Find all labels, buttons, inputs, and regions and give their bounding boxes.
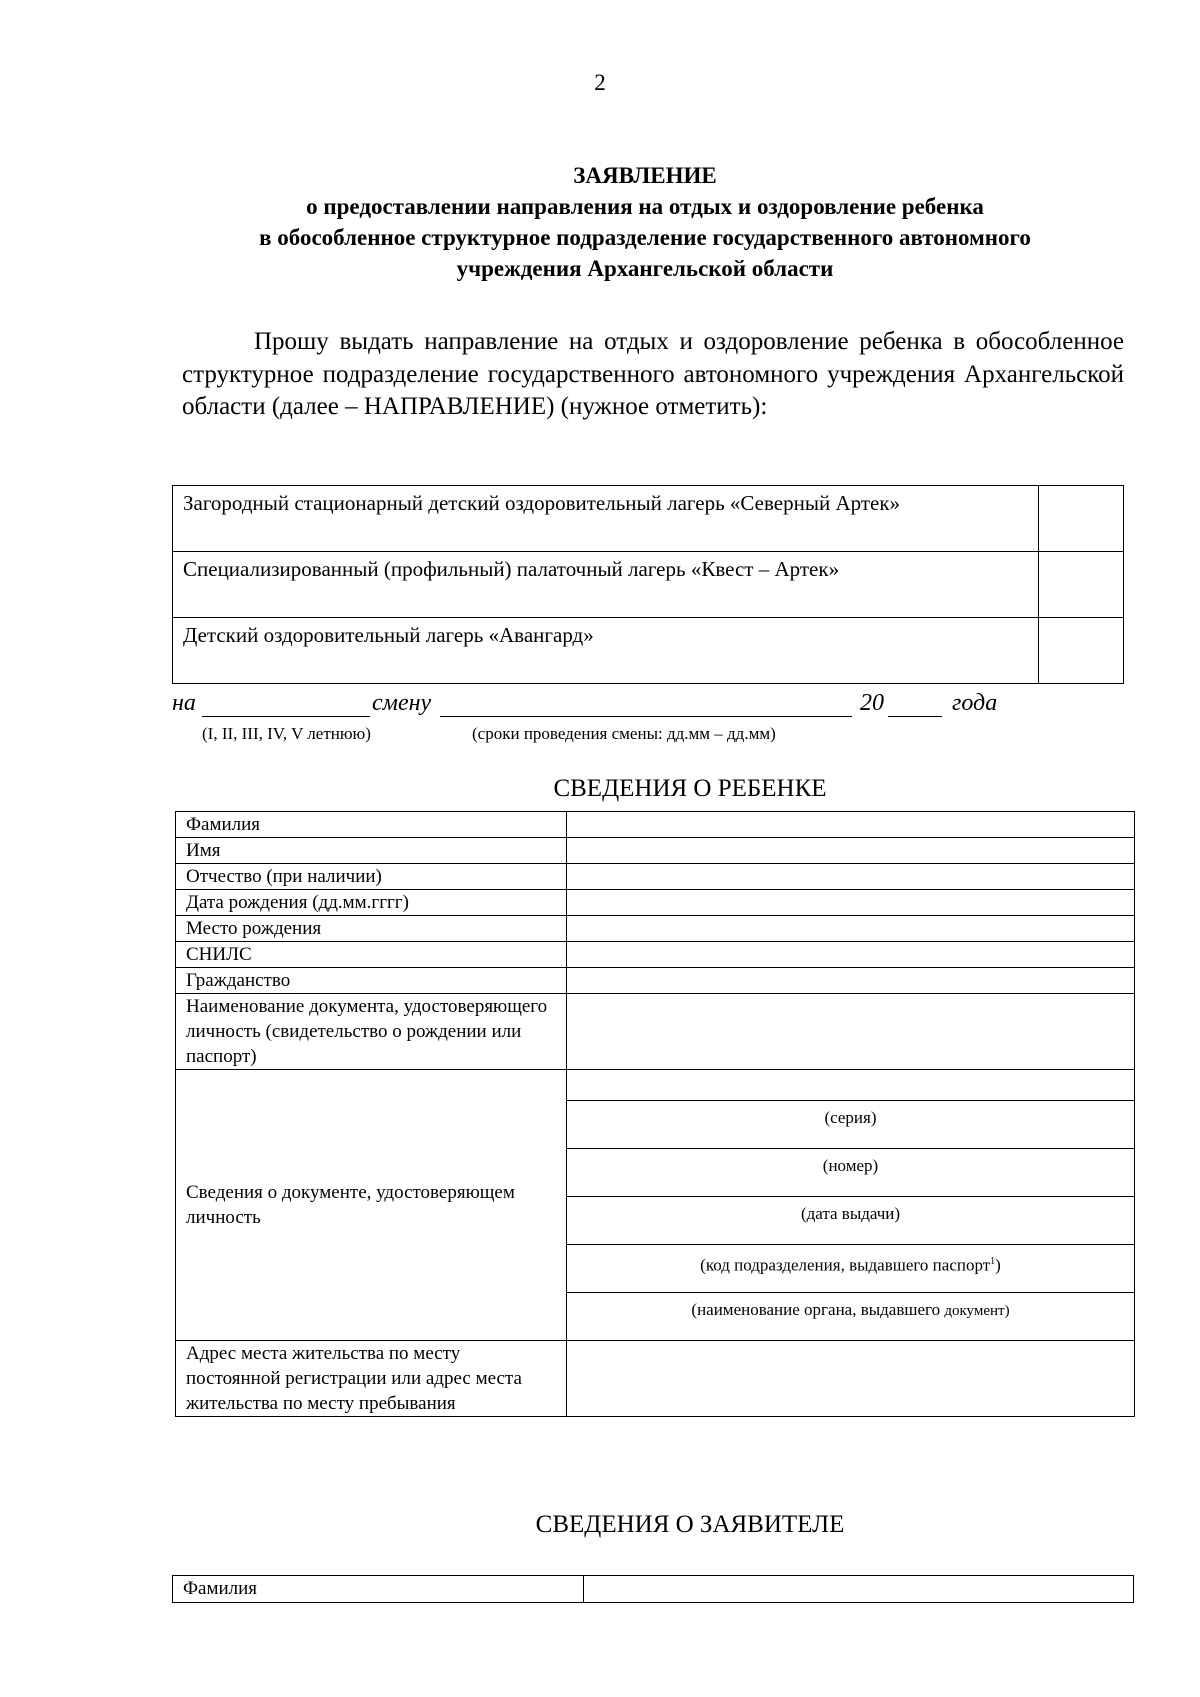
table-row [176, 838, 1135, 864]
row-value-field[interactable] [567, 838, 1135, 864]
row-value-field[interactable] [584, 1576, 1134, 1603]
camp-row [173, 618, 1124, 684]
child-section-title: СВЕДЕНИЯ О РЕБЕНКЕ [553, 775, 827, 802]
address-label: Адрес места жительства по месту постоянной регистрации или адрес места жительства по месту пребывания [176, 1341, 567, 1417]
shift-dates-hint: (сроки проведения смены: дд.мм – дд.мм) [472, 724, 776, 743]
row-value-field[interactable] [567, 864, 1135, 890]
title-line-2: в обособленное структурное подразделение государственного автономного [259, 225, 1031, 250]
doc-issue-date-field[interactable] [567, 1197, 1135, 1245]
address-field[interactable] [567, 1341, 1135, 1417]
title-line-3: учреждения Архангельской области [456, 256, 834, 281]
table-row [176, 994, 1135, 1070]
shift-dates-field[interactable] [440, 690, 852, 717]
doc-name-label: Наименование документа, удостоверяющего личность (свидетельство о рождении или паспорт) [176, 994, 567, 1070]
applicant-info-table [172, 1575, 1134, 1603]
document-title [150, 160, 1140, 284]
table-row [176, 968, 1135, 994]
shift-year-prefix: 20 [860, 690, 884, 716]
row-value-field[interactable] [567, 890, 1135, 916]
camp-checkbox[interactable] [1039, 618, 1124, 684]
camp-selection-table [172, 485, 1124, 684]
table-row [176, 864, 1135, 890]
row-value-field[interactable] [567, 968, 1135, 994]
title-heading: ЗАЯВЛЕНИЕ [573, 163, 717, 188]
shift-line [172, 690, 1032, 760]
row-label: Имя [176, 838, 567, 864]
shift-na-label: на [172, 690, 196, 716]
camp-label: Детский оздоровительный лагерь «Авангард» [173, 618, 1039, 684]
table-row [176, 916, 1135, 942]
doc-info-label: Сведения о документе, удостоверяющем личность [176, 1070, 567, 1341]
doc-division-code-caption: (код подразделения, выдавшего паспорт [700, 1255, 991, 1275]
doc-division-code-close: ) [995, 1255, 1001, 1275]
camp-label: Специализированный (профильный) палаточный лагерь «Квест – Артек» [173, 552, 1039, 618]
intro-paragraph: Прошу выдать направление на отдых и оздоровление ребенка в обособленное структурное подразделение государственного автономного учреждения Архангельской области (далее – НАПРАВЛЕНИЕ) (нужное отметить): [182, 328, 1124, 420]
doc-series-caption: (серия) [824, 1108, 877, 1127]
row-value-field[interactable] [567, 916, 1135, 942]
row-label: Место рождения [176, 916, 567, 942]
doc-name-field[interactable] [567, 994, 1135, 1070]
row-label: Фамилия [173, 1576, 584, 1603]
row-value-field[interactable] [567, 942, 1135, 968]
camp-row [173, 552, 1124, 618]
row-label: Отчество (при наличии) [176, 864, 567, 890]
doc-issuer-field[interactable] [567, 1293, 1135, 1341]
doc-division-code-field[interactable] [567, 1245, 1135, 1293]
shift-smenu-label: смену [372, 690, 432, 716]
row-label: Дата рождения (дд.мм.гггг) [176, 890, 567, 916]
table-row [176, 812, 1135, 838]
shift-number-hint: (I, II, III, IV, V летнюю) [202, 724, 371, 743]
table-row [173, 1576, 1134, 1603]
child-info-table [175, 811, 1135, 1417]
title-line-1: о предоставлении направления на отдых и оздоровление ребенка [306, 194, 984, 219]
footnote-mark: 1 [990, 1256, 996, 1267]
shift-year-field[interactable] [888, 690, 942, 717]
row-value-field[interactable] [567, 812, 1135, 838]
shift-number-field[interactable] [202, 690, 370, 717]
shift-goda-label: года [952, 690, 998, 716]
doc-issuer-caption-tail: документ) [944, 1303, 1010, 1319]
camp-checkbox[interactable] [1039, 486, 1124, 552]
row-label: СНИЛС [176, 942, 567, 968]
doc-issue-date-caption: (дата выдачи) [800, 1204, 901, 1223]
table-row [176, 890, 1135, 916]
page-number: 2 [594, 70, 606, 95]
doc-series-field[interactable] [567, 1101, 1135, 1149]
camp-checkbox[interactable] [1039, 552, 1124, 618]
doc-issuer-caption: (наименование органа, выдавшего [691, 1300, 941, 1319]
doc-number-field[interactable] [567, 1149, 1135, 1197]
row-label: Фамилия [176, 812, 567, 838]
applicant-section-title: СВЕДЕНИЯ О ЗАЯВИТЕЛЕ [535, 1511, 845, 1538]
row-label: Гражданство [176, 968, 567, 994]
camp-row [173, 486, 1124, 552]
table-row [176, 1341, 1135, 1417]
camp-label: Загородный стационарный детский оздоровительный лагерь «Северный Артек» [173, 486, 1039, 552]
doc-number-caption: (номер) [822, 1156, 879, 1175]
table-row [176, 1070, 1135, 1101]
doc-info-blank-field[interactable] [567, 1070, 1135, 1101]
table-row [176, 942, 1135, 968]
